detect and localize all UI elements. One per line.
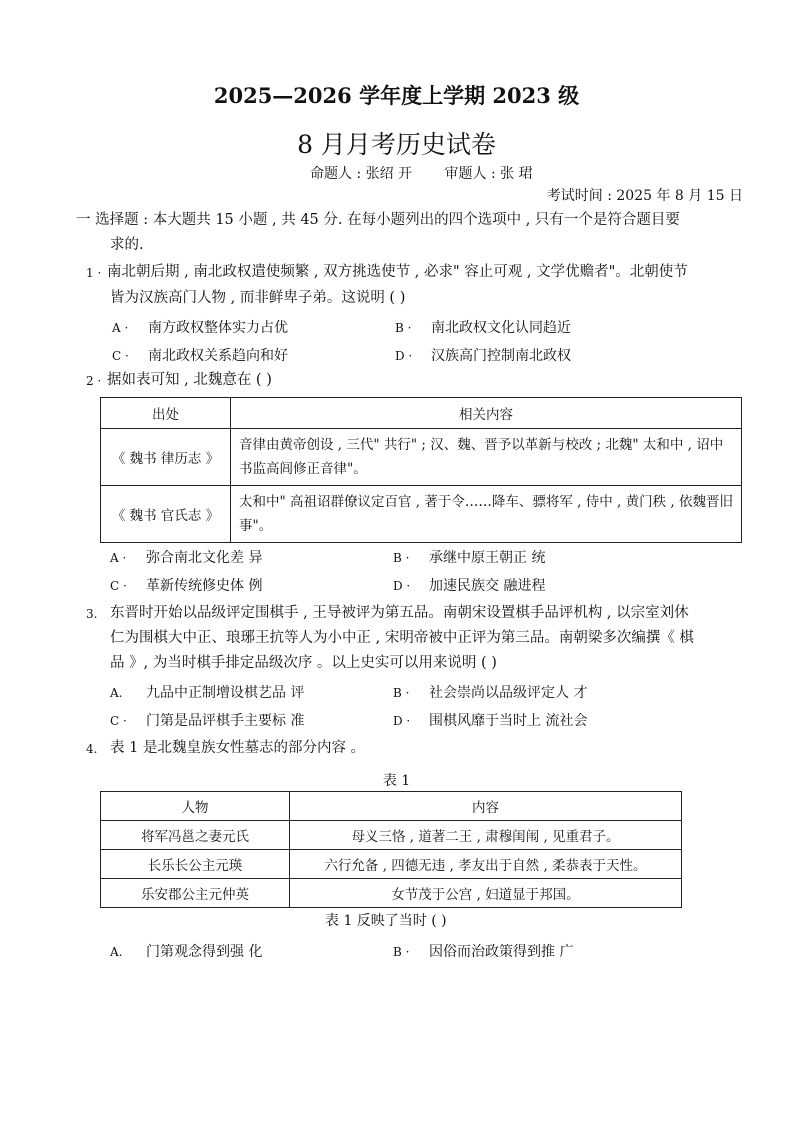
table-cell-content: 六行允备 , 四德无违 , 孝友出于自然 , 柔恭表于天性。 — [290, 850, 682, 879]
question-stem-line: 仁为围棋大中正、琅琊王抗等人为小中正 , 宋明帝被中正评为第三品。南朝梁多次编撰《 棋 — [110, 630, 694, 646]
option-a[interactable]: A · 弥合南北文化差 异 — [110, 550, 263, 566]
section-heading-line1: 一 选择题 : 本大题共 15 小题 , 共 45 分. 在每小题列出的四个选项中 , 只有一个是符合题目要 — [76, 212, 680, 228]
table-cell-content: 太和中" 高祖诏群僚议定百官 , 著于令……降车、骠将军 , 侍中 , 黄门秩 , 依魏晋旧事"。 — [231, 486, 742, 543]
option-a[interactable]: A · 南方政权整体实力占优 — [112, 320, 288, 336]
table-row — [101, 850, 682, 879]
exam-title-year: 2025—2026 学年度上学期 2023 级 — [213, 83, 580, 108]
question-stem-line: 南北朝后期 , 南北政权遣使频繁 , 双方挑选使节 , 必求" 容止可观 , 文学优赡者"。北朝使节 — [107, 264, 688, 280]
question-stem-line: 东晋时开始以品级评定围棋手 , 王导被评为第五品。南朝宋设置棋手品评机构 , 以宗室刘休 — [110, 605, 689, 621]
option-d[interactable]: D · 围棋风靡于当时上 流社会 — [393, 713, 588, 729]
table-cell-content: 母义三恪 , 道著二王 , 肃穆闺闱 , 见重君子。 — [290, 821, 682, 850]
table-cell-person: 将军冯邕之妻元氏 — [101, 821, 290, 850]
question-number: 4. — [86, 742, 98, 756]
table-question: 表 1 反映了当时 ( ) — [325, 913, 447, 929]
option-d[interactable]: D · 加速民族交 融进程 — [393, 578, 546, 594]
option-a[interactable]: A. 九品中正制增设棋艺品 评 — [110, 685, 305, 701]
option-c[interactable]: C · 门第是品评棋手主要标 准 — [110, 713, 305, 729]
exam-time: 考试时间 : 2025 年 8 月 15 日 — [546, 188, 743, 204]
table-cell-content: 女节茂于公宫 , 妇道显于邦国。 — [290, 879, 682, 908]
question-stem-line: 品 》, 为当时棋手排定品级次序 。以上史实可以用来说明 ( ) — [110, 655, 497, 671]
option-a[interactable]: A. 门第观念得到强 化 — [110, 944, 263, 960]
option-d[interactable]: D · 汉族高门控制南北政权 — [395, 348, 571, 364]
option-b[interactable]: B · 社会崇尚以品级评定人 才 — [393, 685, 588, 701]
option-b[interactable]: B · 承继中原王朝正 统 — [393, 550, 546, 566]
option-c[interactable]: C · 革新传统修史体 例 — [110, 578, 263, 594]
table-cell-source: 《 魏书 律历志 》 — [101, 429, 231, 486]
table-row — [101, 879, 682, 908]
table-header-row — [101, 398, 742, 429]
source-table — [100, 397, 742, 543]
question-stem-line: 皆为汉族高门人物 , 而非鲜卑子弟。这说明 ( ) — [110, 290, 406, 306]
table-cell-person: 长乐长公主元瑛 — [101, 850, 290, 879]
question-number: 3. — [86, 607, 98, 621]
table-header: 相关内容 — [231, 398, 742, 429]
table-row — [101, 429, 742, 486]
table-header: 内容 — [290, 792, 682, 821]
table-header: 出处 — [101, 398, 231, 429]
setter: 命题人 : 张绍 开 — [310, 166, 413, 182]
reviewer: 审题人 : 张 珺 — [444, 166, 533, 182]
question-number: 1 · — [86, 266, 102, 280]
question-number: 2 · — [86, 374, 102, 388]
authors — [310, 163, 561, 183]
table-header: 人物 — [101, 792, 290, 821]
question-stem-line: 据如表可知 , 北魏意在 ( ) — [107, 372, 272, 388]
table-cell-person: 乐安郡公主元仲英 — [101, 879, 290, 908]
table-row — [101, 486, 742, 543]
option-b[interactable]: B · 因俗而治政策得到推 广 — [393, 944, 574, 960]
table-caption: 表 1 — [382, 773, 411, 789]
table-cell-content: 音律由黄帝创设 , 三代" 共行" ; 汉、魏、晋予以革新与校改 ; 北魏" 太和中 , 诏中书监高闾修正音律"。 — [231, 429, 742, 486]
section-heading-line2: 求的. — [110, 237, 144, 253]
option-c[interactable]: C · 南北政权关系趋向和好 — [112, 348, 288, 364]
option-b[interactable]: B · 南北政权文化认同趋近 — [395, 320, 571, 336]
epitaph-table — [100, 791, 682, 908]
exam-title-subject: 8 月月考历史试卷 — [297, 130, 496, 159]
table-row — [101, 821, 682, 850]
question-stem-line: 表 1 是北魏皇族女性墓志的部分内容 。 — [110, 740, 366, 756]
table-header-row — [101, 792, 682, 821]
table-cell-source: 《 魏书 官氏志 》 — [101, 486, 231, 543]
